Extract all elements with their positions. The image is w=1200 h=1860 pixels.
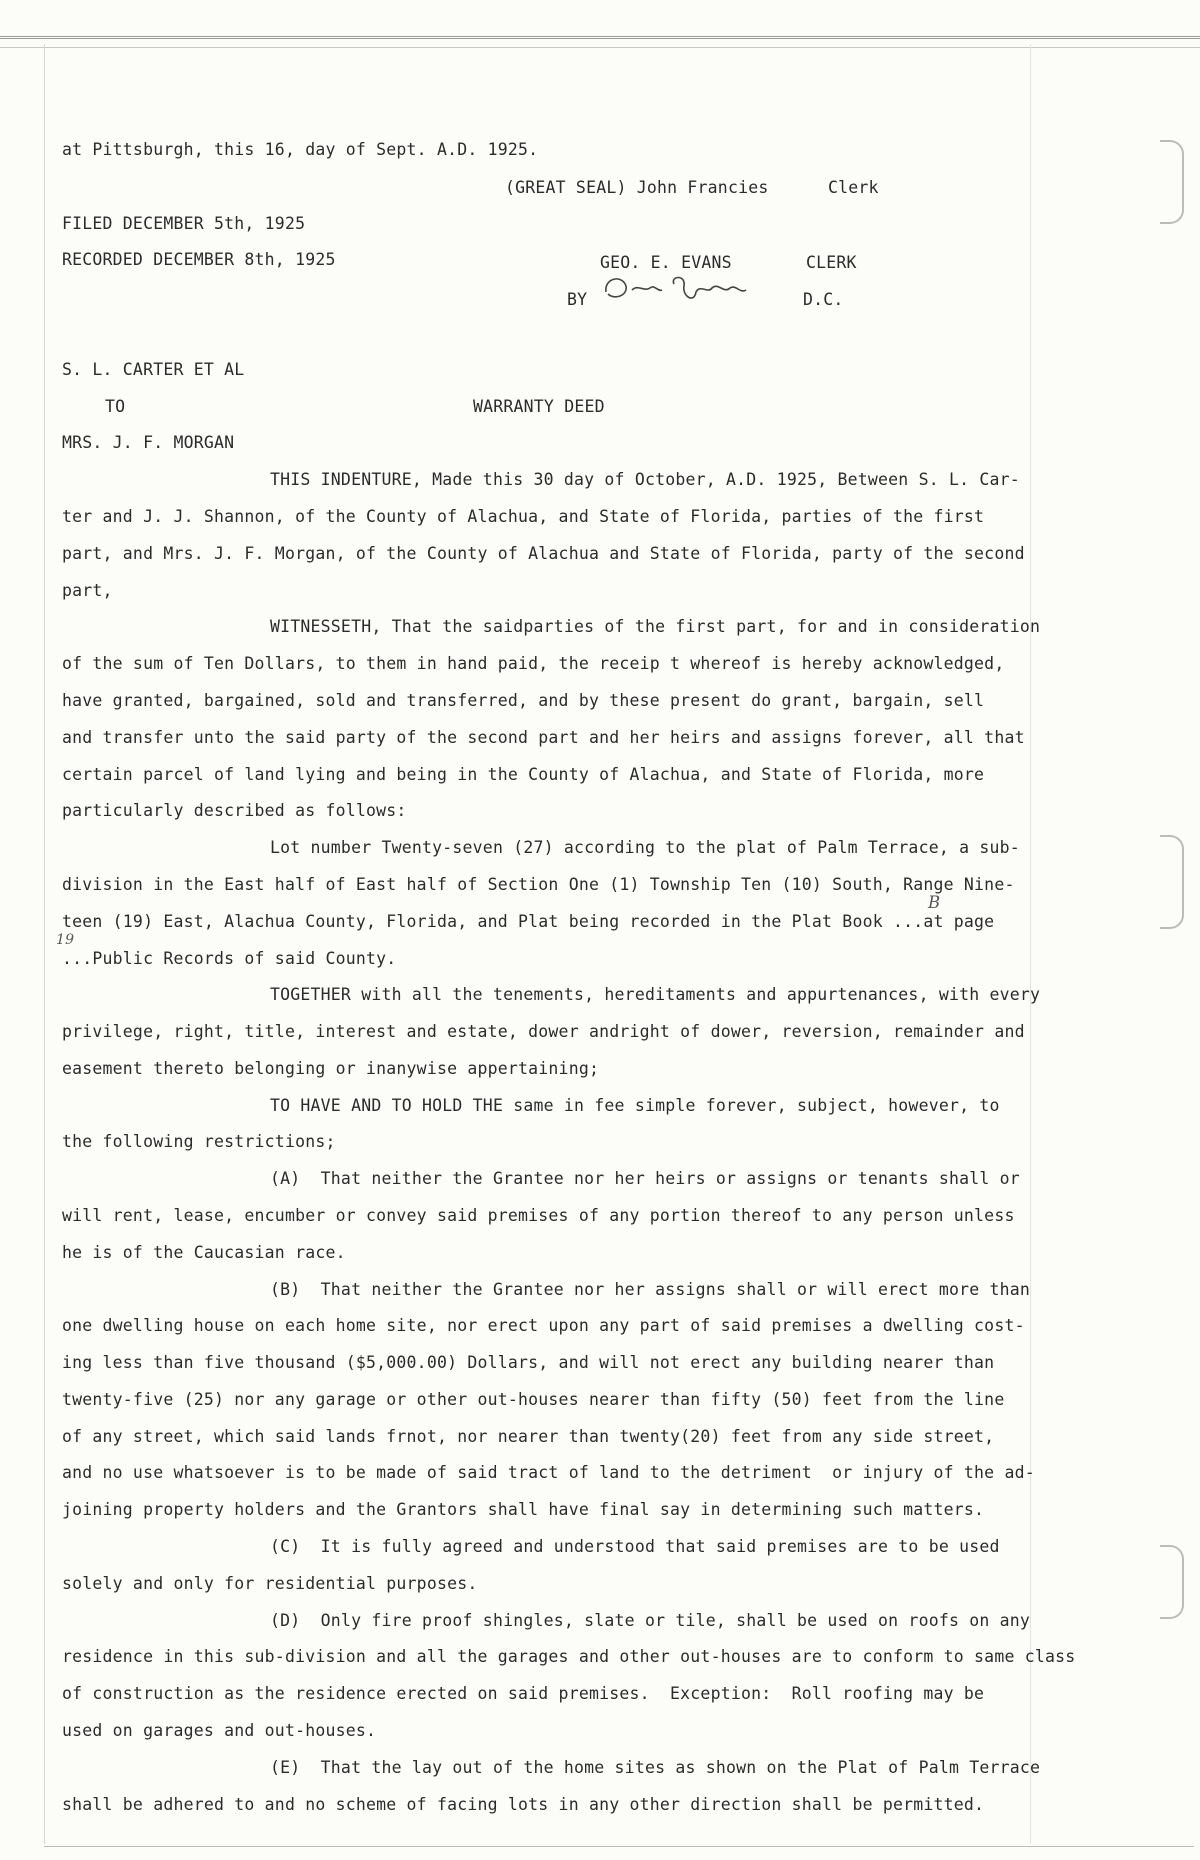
left-margin-rule xyxy=(44,44,45,1844)
deed-title: WARRANTY DEED xyxy=(473,397,605,416)
body-line: certain parcel of land lying and being in the County of Alachua, and State of Florida, more xyxy=(62,765,985,784)
body-line: residence in this sub-division and all the garages and other out-houses are to conform to same class xyxy=(62,1647,1076,1666)
body-line: used on garages and out-houses. xyxy=(62,1721,377,1740)
clerk-name: GEO. E. EVANS xyxy=(600,253,732,272)
deputy-clerk-label: D.C. xyxy=(803,290,844,309)
handwritten-plat-book-mark: B xyxy=(928,893,941,912)
body-line: part, xyxy=(62,581,113,600)
binding-bracket xyxy=(1160,1545,1184,1619)
deputy-signature xyxy=(600,270,780,306)
execution-place-line: at Pittsburgh, this 16, day of Sept. A.D. 1925. xyxy=(62,140,539,159)
body-line: solely and only for residential purposes. xyxy=(62,1574,478,1593)
body-line: teen (19) East, Alachua County, Florida, and Plat being recorded in the Plat Book ...at page xyxy=(62,912,995,931)
body-line: will rent, lease, encumber or convey said premises of any portion thereof to any person unless xyxy=(62,1206,1015,1225)
grantee-name: MRS. J. F. MORGAN xyxy=(62,433,235,452)
body-line: (D) Only fire proof shingles, slate or tile, shall be used on roofs on any xyxy=(270,1611,1031,1630)
binding-bracket xyxy=(1160,835,1184,929)
body-line: shall be adhered to and no scheme of facing lots in any other direction shall be permitted. xyxy=(62,1795,985,1814)
to-label: TO xyxy=(105,397,126,416)
seal-line: (GREAT SEAL) John Francies xyxy=(505,178,769,197)
body-line: of construction as the residence erected on said premises. Exception: Roll roofing may be xyxy=(62,1684,985,1703)
by-label: BY xyxy=(567,290,588,309)
body-line: division in the East half of East half of Section One (1) Township Ten (10) South, Range Nine- xyxy=(62,875,1015,894)
body-line: the following restrictions; xyxy=(62,1132,336,1151)
body-line: and no use whatsoever is to be made of said tract of land to the detriment or injury of the ad- xyxy=(62,1463,1035,1482)
body-line: Lot number Twenty-seven (27) according to the plat of Palm Terrace, a sub- xyxy=(270,838,1020,857)
body-line: TO HAVE AND TO HOLD THE same in fee simple forever, subject, however, to xyxy=(270,1096,1000,1115)
body-line: particularly described as follows: xyxy=(62,801,407,820)
body-line: one dwelling house on each home site, nor erect upon any part of said premises a dwelling cost- xyxy=(62,1316,1025,1335)
body-line: ...Public Records of said County. xyxy=(62,949,397,968)
body-line: and transfer unto the said party of the second part and her heirs and assigns forever, all that xyxy=(62,728,1025,747)
body-line: ing less than five thousand ($5,000.00) Dollars, and will not erect any building nearer than xyxy=(62,1353,995,1372)
body-line: twenty-five (25) nor any garage or other out-houses nearer than fifty (50) feet from the line xyxy=(62,1390,1005,1409)
grantor-name: S. L. CARTER ET AL xyxy=(62,360,245,379)
handwritten-page-mark: 19 xyxy=(56,932,75,948)
top-border xyxy=(0,36,1200,48)
bottom-border xyxy=(44,1846,1194,1847)
body-line: (E) That the lay out of the home sites as shown on the Plat of Palm Terrace xyxy=(270,1758,1041,1777)
right-margin-rule xyxy=(1030,44,1031,1844)
body-line: part, and Mrs. J. F. Morgan, of the County of Alachua and State of Florida, party of the second xyxy=(62,544,1025,563)
body-line: easement thereto belonging or inanywise appertaining; xyxy=(62,1059,600,1078)
body-line: (C) It is fully agreed and understood that said premises are to be used xyxy=(270,1537,1000,1556)
body-line: have granted, bargained, sold and transferred, and by these present do grant, bargain, sell xyxy=(62,691,985,710)
recorded-date: RECORDED DECEMBER 8th, 1925 xyxy=(62,250,336,269)
body-line: privilege, right, title, interest and estate, dower andright of dower, reversion, remainder and xyxy=(62,1022,1025,1041)
body-line: of the sum of Ten Dollars, to them in hand paid, the receip t whereof is hereby acknowledged, xyxy=(62,654,1005,673)
body-line: WITNESSETH, That the saidparties of the first part, for and in consideration xyxy=(270,617,1041,636)
filed-date: FILED DECEMBER 5th, 1925 xyxy=(62,214,306,233)
body-line: THIS INDENTURE, Made this 30 day of October, A.D. 1925, Between S. L. Car- xyxy=(270,470,1020,489)
body-line: ter and J. J. Shannon, of the County of Alachua, and State of Florida, parties of the first xyxy=(62,507,985,526)
clerk-role: CLERK xyxy=(806,253,857,272)
body-line: (A) That neither the Grantee nor her heirs or assigns or tenants shall or xyxy=(270,1169,1020,1188)
binding-bracket xyxy=(1160,140,1184,224)
body-line: TOGETHER with all the tenements, hereditaments and appurtenances, with every xyxy=(270,985,1041,1004)
body-line: he is of the Caucasian race. xyxy=(62,1243,346,1262)
body-line: of any street, which said lands frnot, nor nearer than twenty(20) feet from any side street, xyxy=(62,1427,995,1446)
body-line: (B) That neither the Grantee nor her assigns shall or will erect more than xyxy=(270,1280,1031,1299)
body-line: joining property holders and the Grantors shall have final say in determining such matters. xyxy=(62,1500,985,1519)
seal-clerk-role: Clerk xyxy=(828,178,879,197)
